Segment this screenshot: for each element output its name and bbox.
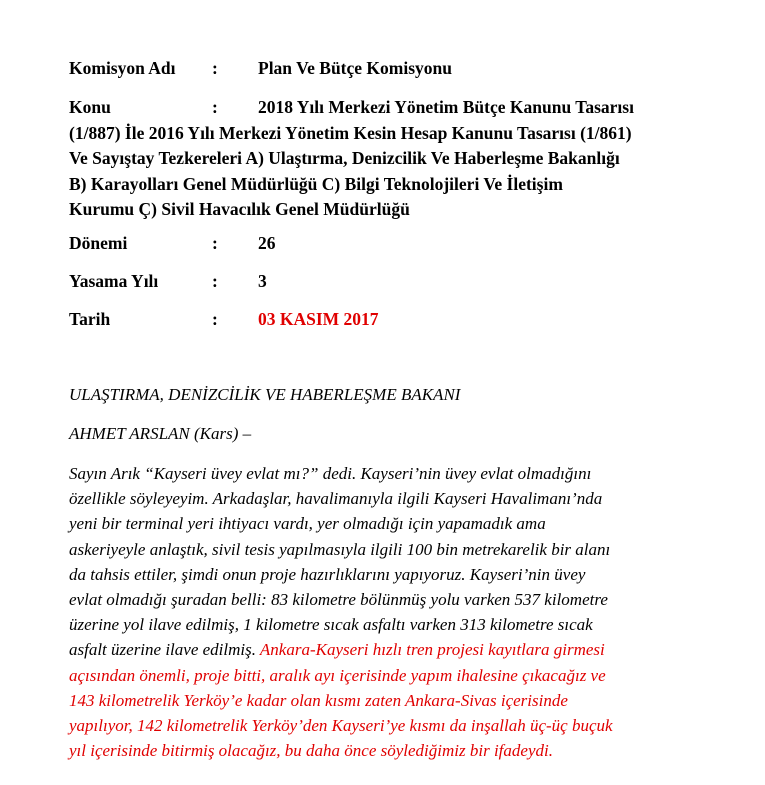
speech-line — [69, 562, 613, 587]
yasama-yili-label: Yasama Yılı — [69, 271, 159, 291]
konu-line: B) Karayolları Genel Müdürlüğü C) Bilgi Teknolojileri Ve İletişim — [69, 173, 563, 194]
speech-text: askeriyeyle anlaştık, sivil tesis yapılmasıyla ilgili 100 bin metrekarelik bir alanı — [69, 539, 611, 559]
konu-colon: : — [212, 97, 218, 117]
speaker-name: AHMET ARSLAN (Kars) – — [69, 424, 252, 443]
speech-paragraph — [69, 461, 613, 763]
speech-line — [69, 537, 613, 562]
speech-text: asfalt üzerine ilave edilmiş. — [69, 640, 260, 660]
speech-text-highlight: açısından önemli, proje bitti, aralık ayı içerisinde yapım ihalesine çıkacağız ve — [69, 665, 606, 685]
tarih-value: 03 KASIM 2017 — [258, 309, 379, 329]
konu-line: (1/887) İle 2016 Yılı Merkezi Yönetim Kesin Hesap Kanunu Tasarısı (1/861) — [69, 122, 632, 143]
speech-text-highlight: yıl içerisinde bitirmiş olacağız, bu daha önce söylediğimiz bir ifadeydi. — [69, 741, 553, 761]
speech-line — [69, 738, 613, 763]
konu-label: Konu — [69, 97, 111, 117]
donemi-value: 26 — [258, 233, 276, 253]
speech-text: Sayın Arık “Kayseri üvey evlat mı?” dedi. Kayseri’nin üvey evlat olmadığını — [69, 464, 592, 483]
speech-line — [69, 612, 613, 637]
tarih-label: Tarih — [69, 309, 111, 329]
speech-text: üzerine yol ilave edilmiş, 1 kilometre sıcak asfaltı varken 313 kilometre sıcak — [69, 615, 593, 635]
komisyon-value: Plan Ve Bütçe Komisyonu — [258, 58, 452, 78]
speech-line — [69, 486, 613, 511]
komisyon-colon: : — [212, 58, 218, 78]
speech-line — [69, 587, 613, 612]
speaker-title: ULAŞTIRMA, DENİZCİLİK VE HABERLEŞME BAKANI — [69, 385, 461, 404]
yasama-yili-value: 3 — [258, 271, 267, 291]
speech-line — [69, 511, 613, 536]
speech-line — [69, 663, 613, 688]
speech-text-highlight: yapılıyor, 142 kilometrelik Yerköy’den Kayseri’ye kısmı da inşallah üç-üç buçuk — [69, 715, 613, 735]
yasama-yili-colon: : — [212, 271, 218, 291]
speech-line — [69, 461, 613, 486]
speech-text: da tahsis ettiler, şimdi onun proje hazırlıklarını yapıyoruz. Kayseri’nin üvey — [69, 564, 586, 584]
donemi-label: Dönemi — [69, 233, 128, 253]
konu-first-line — [69, 95, 689, 121]
speech-text: yeni bir terminal yeri ihtiyacı vardı, yer olmadığı için yapamadık ama — [69, 514, 546, 534]
speech-text-highlight: Ankara-Kayseri hızlı tren projesi kayıtlara girmesi — [259, 640, 605, 660]
speech-line — [69, 713, 613, 738]
komisyon-label: Komisyon Adı — [69, 58, 176, 78]
konu-line: Kurumu Ç) Sivil Havacılık Genel Müdürlüğü — [69, 199, 410, 219]
konu-block — [69, 95, 689, 223]
speech-text: evlat olmadığı şuradan belli: 83 kilometre bölünmüş yolu varken 537 kilometre — [69, 589, 608, 609]
konu-first-value: 2018 Yılı Merkezi Yönetim Bütçe Kanunu Tasarısı — [258, 97, 634, 117]
speech-text-highlight: 143 kilometrelik Yerköy’e kadar olan kısmı zaten Ankara-Sivas içerisinde — [69, 690, 568, 710]
speech-line — [69, 688, 613, 713]
konu-line: Ve Sayıştay Tezkereleri A) Ulaştırma, Denizcilik Ve Haberleşme Bakanlığı — [69, 148, 620, 168]
tarih-colon: : — [212, 309, 218, 329]
speech-line — [69, 637, 613, 662]
speech-text: özellikle söyleyeyim. Arkadaşlar, havalimanıyla ilgili Kayseri Havalimanı’nda — [69, 489, 603, 509]
donemi-colon: : — [212, 233, 218, 253]
